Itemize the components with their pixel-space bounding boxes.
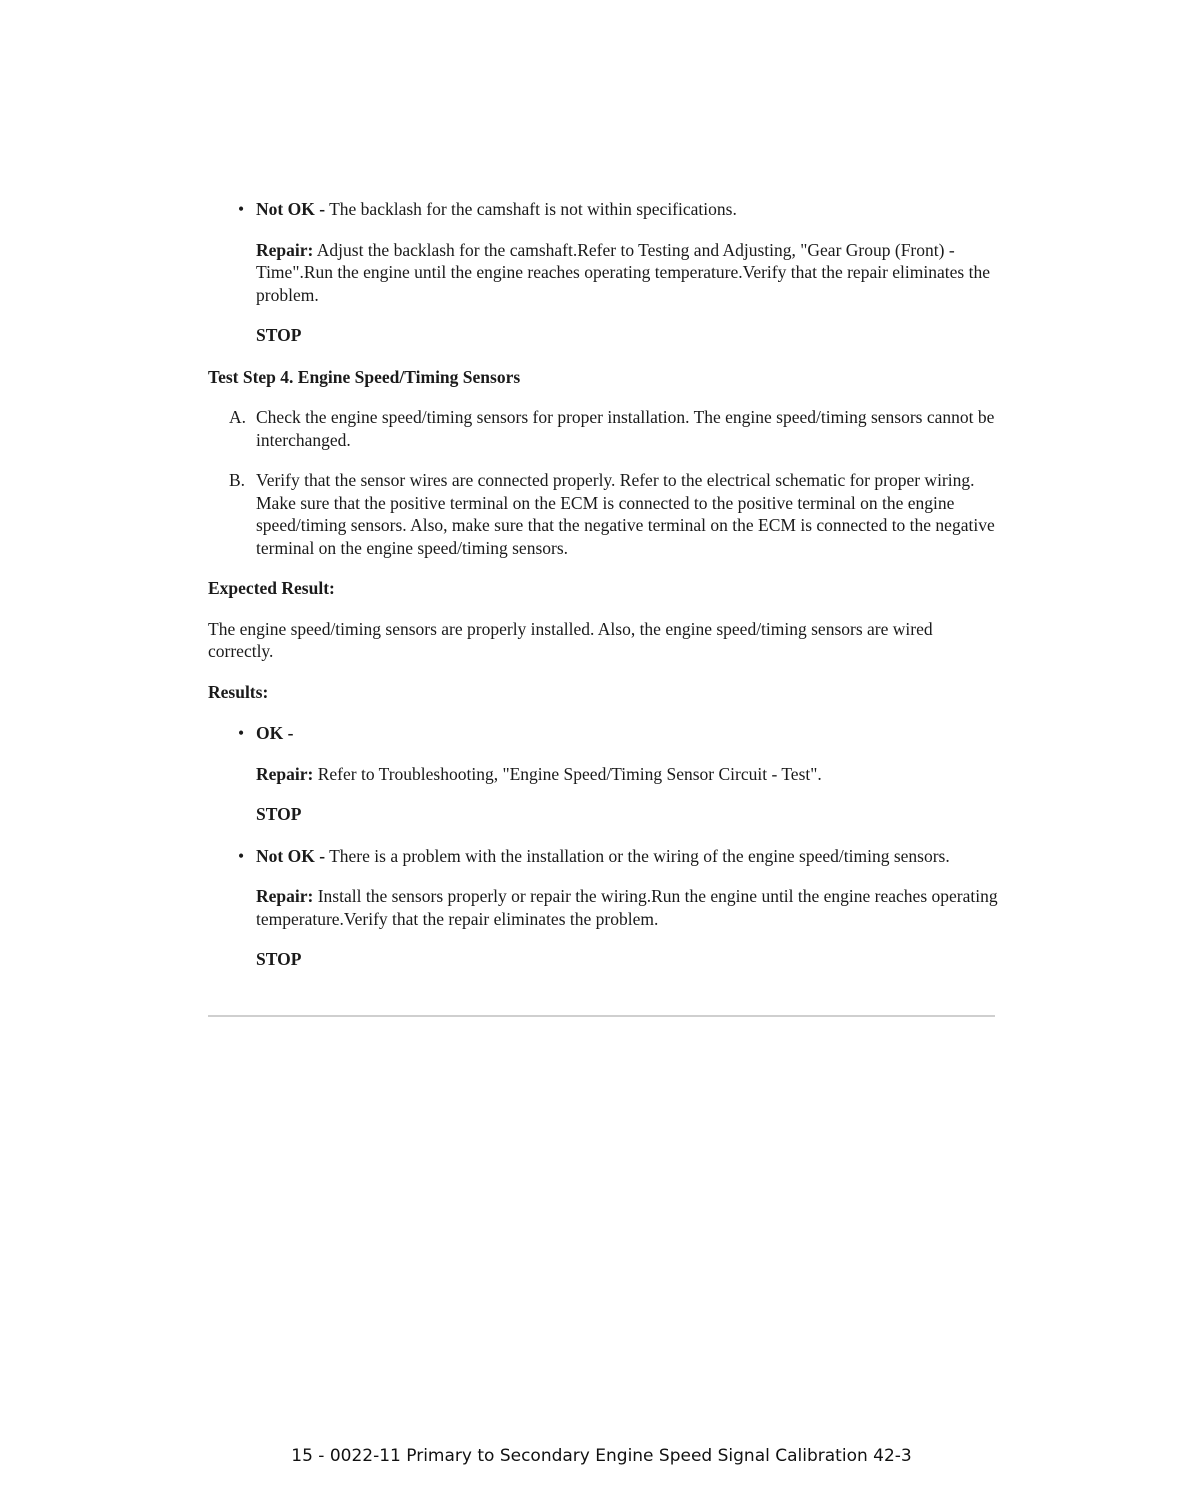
step-item-b <box>208 469 998 559</box>
bullet-icon: • <box>238 199 245 219</box>
step-text: Verify that the sensor wires are connected properly. Refer to the electrical schematic for proper wiring. Make sure that the positive terminal on the ECM is connected to the positive terminal on the engine speed/timing sensors. Also, make sure that the negative terminal on the ECM is connected to the negative terminal on the engine speed/timing sensors. <box>256 470 995 558</box>
repair-paragraph <box>208 763 998 786</box>
step-marker: B. <box>229 470 246 490</box>
bullet-icon: • <box>238 845 245 866</box>
not-ok-label: Not OK - <box>256 845 326 866</box>
ok-label: OK - <box>256 723 294 743</box>
not-ok-label: Not OK - <box>256 199 326 219</box>
repair-text: Refer to Troubleshooting, "Engine Speed/Timing Sensor Circuit - Test". <box>313 763 822 784</box>
step-text: Check the engine speed/timing sensors for proper installation. The engine speed/timing sensors cannot be interchanged. <box>256 407 995 450</box>
footer-text: 15 - 0022-11 Primary to Secondary Engine Speed Signal Calibration 42-3 <box>291 1446 912 1466</box>
stop-label: STOP <box>256 325 302 345</box>
stop-label: STOP <box>256 949 302 969</box>
repair-text: Adjust the backlash for the camshaft.Refer to Testing and Adjusting, "Gear Group (Front) - Time".Run the engine until the engine reaches operating temperature.Verify that the repair eliminates the problem. <box>256 239 990 305</box>
not-ok-text: There is a problem with the installation or the wiring of the engine speed/timing sensors. <box>325 845 950 866</box>
results-heading: Results: <box>208 681 269 702</box>
repair-text: Install the sensors properly or repair the wiring.Run the engine until the engine reaches operating temperature.Verify that the repair eliminates the problem. <box>256 886 998 929</box>
repair-label: Repair: <box>256 239 314 260</box>
not-ok-text: The backlash for the camshaft is not within specifications. <box>325 199 737 219</box>
page-content <box>208 194 998 971</box>
section-divider <box>208 1015 995 1017</box>
repair-paragraph <box>208 885 998 930</box>
page-footer <box>0 1446 1203 1466</box>
expected-result-heading: Expected Result: <box>208 578 335 598</box>
not-ok-camshaft-item <box>208 198 998 221</box>
bullet-icon: • <box>238 723 245 743</box>
expected-result-text: The engine speed/timing sensors are properly installed. Also, the engine speed/timing sensors are wired correctly. <box>208 618 933 661</box>
step-item-a <box>208 406 998 451</box>
repair-label: Repair: <box>256 886 314 906</box>
not-ok-wiring-item <box>208 845 998 868</box>
repair-label: Repair: <box>256 763 314 784</box>
step-marker: A. <box>229 407 247 427</box>
stop-label: STOP <box>256 804 302 824</box>
repair-paragraph <box>208 239 998 307</box>
ok-item <box>208 722 998 745</box>
test-step-heading: Test Step 4. Engine Speed/Timing Sensors <box>208 366 521 387</box>
